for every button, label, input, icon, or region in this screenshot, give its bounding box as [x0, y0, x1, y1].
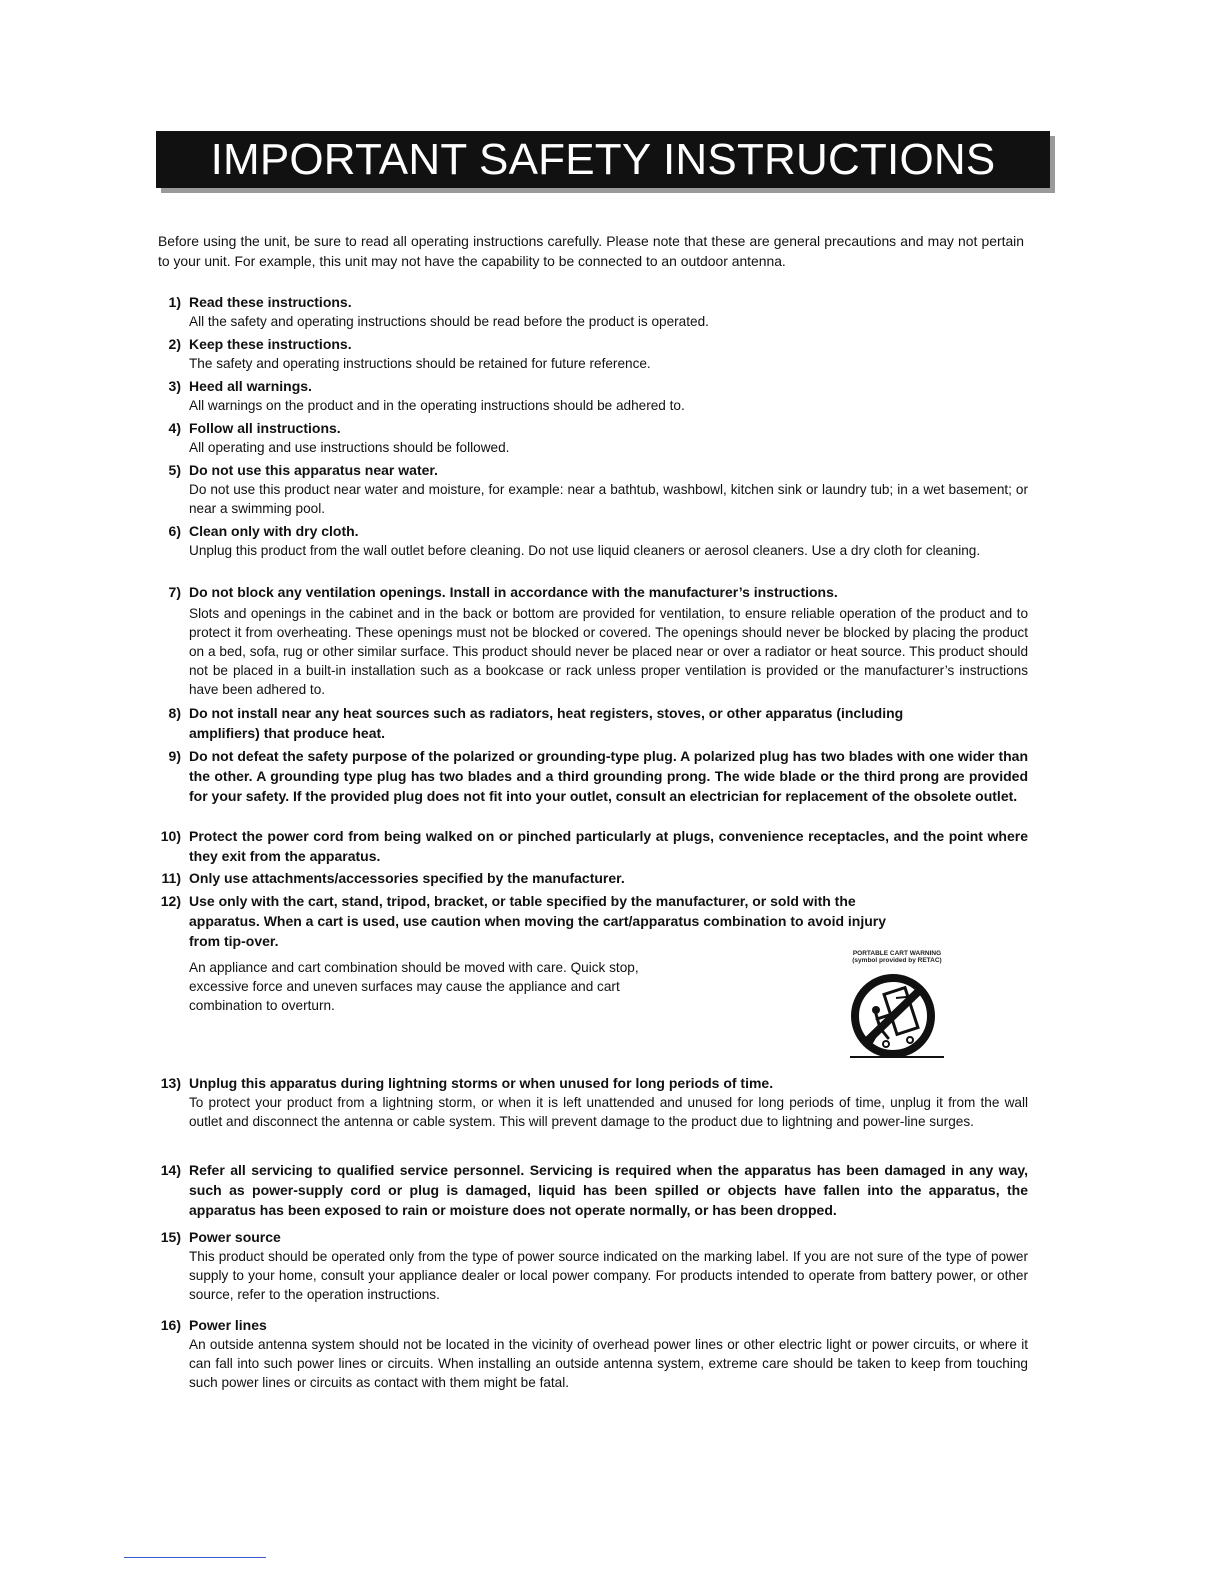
- list-item: [158, 334, 1028, 373]
- item-body: All warnings on the product and in the operating instructions should be adhered to.: [189, 398, 685, 413]
- item-heading: Read these instructions.: [189, 294, 352, 310]
- item-number: 15): [160, 1229, 181, 1245]
- item-number: 12): [160, 893, 181, 909]
- list-item: [158, 418, 1028, 457]
- item-heading: Keep these instructions.: [189, 336, 352, 352]
- list-item: [158, 376, 1028, 415]
- item-heading: Refer all servicing to qualified service personnel. Servicing is required when the apparatus has been damaged in any way, such as power-supply cord or plug is damaged, liquid has been spilled or objects have fallen into the apparatus, the apparatus has been exposed to rain or moisture does not operate normally, or has been dropped.: [189, 1162, 1028, 1218]
- item-body: The safety and operating instructions should be retained for future reference.: [189, 356, 651, 371]
- item-heading: Protect the power cord from being walked on or pinched particularly at plugs, convenience receptacles, and the point where they exit from the apparatus.: [189, 828, 1028, 864]
- list-item: [158, 1073, 1028, 1131]
- item-heading: Use only with the cart, stand, tripod, bracket, or table specified by the manufacturer, or sold with the apparatus. When a cart is used, use caution when moving the cart/apparatus combination to avoid injury from tip-over.: [189, 893, 887, 949]
- item-heading: Power source: [189, 1229, 281, 1245]
- list-item: [158, 292, 1028, 331]
- item-heading: Heed all warnings.: [189, 378, 312, 394]
- item-body: Do not use this product near water and moisture, for example: near a bathtub, washbowl, kitchen sink or laundry tub; in a wet basement; or near a swimming pool.: [189, 482, 1028, 516]
- item-heading: Follow all instructions.: [189, 420, 341, 436]
- list-item: [158, 891, 898, 951]
- item-number: 4): [168, 420, 181, 436]
- item-heading: Do not use this apparatus near water.: [189, 462, 438, 478]
- list-item: [158, 1315, 1028, 1392]
- footer-divider: [124, 1557, 266, 1558]
- portable-cart-warning-icon: [836, 964, 958, 1064]
- list-item: [158, 460, 1028, 518]
- item-number: 13): [160, 1075, 181, 1091]
- item-body: To protect your product from a lightning storm, or when it is left unattended and unused for long periods of time, unplug it from the wall outlet and disconnect the antenna or cable system. This will prevent damage to the product due to lightning and power-line surges.: [189, 1095, 1028, 1129]
- item-body: An outside antenna system should not be located in the vicinity of overhead power lines or other electric light or power circuits, or where it can fall into such power lines or circuits. When installing an outside antenna system, extreme care should be taken to keep from touching such power lines or circuits as contact with them might be fatal.: [189, 1337, 1028, 1390]
- list-item: [158, 521, 1028, 560]
- item-heading: Unplug this apparatus during lightning storms or when unused for long periods of time.: [189, 1075, 774, 1091]
- item-number: 7): [168, 584, 181, 600]
- page-title: IMPORTANT SAFETY INSTRUCTIONS: [156, 131, 1050, 188]
- item-body: All operating and use instructions should be followed.: [189, 440, 510, 455]
- item-number: 3): [168, 378, 181, 394]
- item-number: 9): [168, 748, 181, 764]
- item-body: This product should be operated only from the type of power source indicated on the marking label. If you are not sure of the type of power supply to your home, consult your appliance dealer or local power company. For products intended to operate from battery power, or other source, refer to the operation instructions.: [189, 1249, 1028, 1302]
- item-heading: Power lines: [189, 1317, 267, 1333]
- cart-caption-source: (symbol provided by RETAC): [852, 957, 942, 964]
- list-item: [158, 582, 1028, 699]
- item-number: 8): [168, 705, 181, 721]
- item-number: 16): [160, 1317, 181, 1333]
- item-heading: Only use attachments/accessories specified by the manufacturer.: [189, 870, 625, 886]
- cart-note: An appliance and cart combination should be moved with care. Quick stop, excessive force and uneven surfaces may cause the appliance and cart combination to overturn.: [189, 960, 639, 1013]
- list-item: [158, 1160, 1028, 1220]
- item-body: Unplug this product from the wall outlet before cleaning. Do not use liquid cleaners or aerosol cleaners. Use a dry cloth for cleaning.: [189, 543, 981, 558]
- item-body: All the safety and operating instructions should be read before the product is operated.: [189, 314, 709, 329]
- list-item: [158, 1227, 1028, 1304]
- item-number: 14): [160, 1162, 181, 1178]
- intro-paragraph: Before using the unit, be sure to read all operating instructions carefully. Please note that these are general precautions and may not pertain to your unit. For example, this unit may not have the capability to be connected to an outdoor antenna.: [158, 233, 1024, 269]
- list-item: [158, 826, 1028, 866]
- item-heading: Do not install near any heat sources such as radiators, heat registers, stoves, or other apparatus (including amplifiers) that produce heat.: [189, 705, 904, 741]
- list-item: [158, 868, 1028, 888]
- item-number: 5): [168, 462, 181, 478]
- list-item: [158, 746, 1028, 806]
- item-number: 10): [160, 828, 181, 844]
- item-heading: Do not block any ventilation openings. Install in accordance with the manufacturer’s instructions.: [189, 584, 838, 600]
- cart-caption-title: PORTABLE CART WARNING: [852, 950, 942, 957]
- item-heading: Do not defeat the safety purpose of the polarized or grounding-type plug. A polarized plug has two blades with one wider than the other. A grounding type plug has two blades and a third grounding prong. The wide blade or the third prong are provided for your safety. If the provided plug does not fit into your outlet, consult an electrician for replacement of the obsolete outlet.: [189, 748, 1028, 804]
- item-number: 2): [168, 336, 181, 352]
- cart-warning-figure: [836, 950, 958, 1068]
- list-item: [158, 703, 928, 743]
- item-number: 1): [168, 294, 181, 310]
- item-number: 11): [161, 870, 181, 886]
- item-body: Slots and openings in the cabinet and in the back or bottom are provided for ventilation, to ensure reliable operation of the product and to protect it from overheating. These openings must not be blocked or covered. The openings should never be blocked by placing the product on a bed, sofa, rug or other similar surface. This product should never be placed near or over a radiator or heat source. This product should not be placed in a built-in installation such as a bookcase or rack unless proper ventilation is provided or the manufacturer’s instructions have been adhered to.: [189, 606, 1028, 697]
- item-heading: Clean only with dry cloth.: [189, 523, 359, 539]
- item-number: 6): [168, 523, 181, 539]
